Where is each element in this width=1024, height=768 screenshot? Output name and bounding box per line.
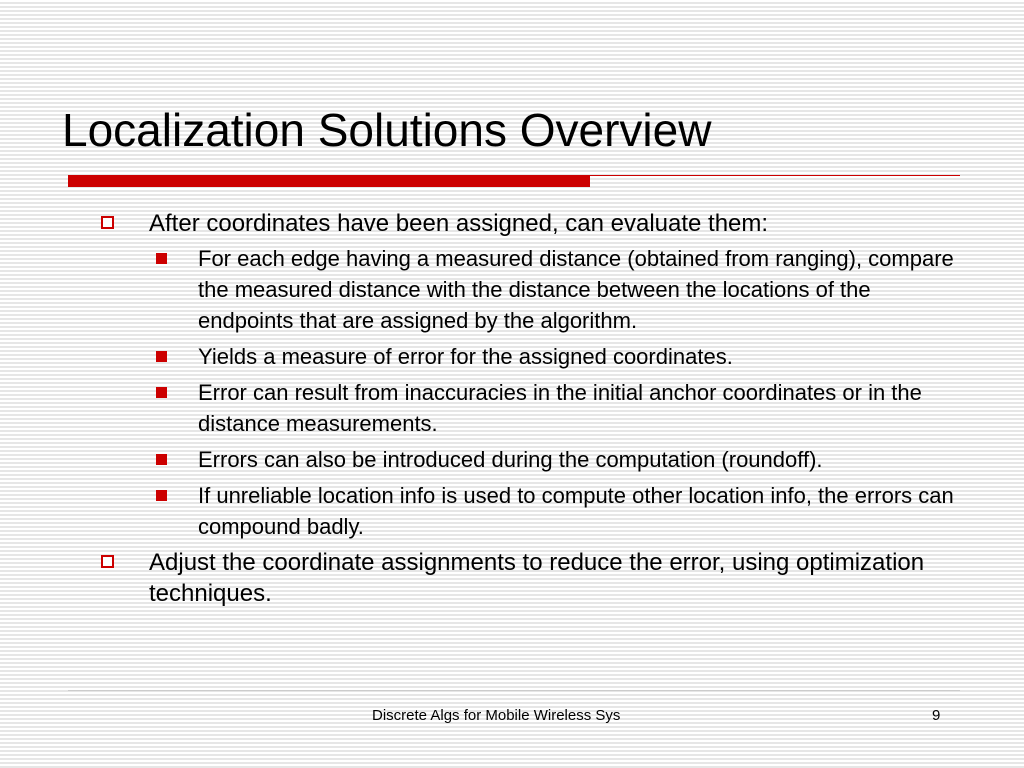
- filled-square-bullet-icon: [156, 490, 167, 501]
- slide-title: Localization Solutions Overview: [62, 104, 712, 156]
- sub-bullet-text: If unreliable location info is used to compute other location info, the errors can compound badly.: [198, 483, 954, 539]
- title-underline-bar: [68, 175, 590, 187]
- bullet-level2: [150, 243, 960, 336]
- sub-bullet-text: Errors can also be introduced during the computation (roundoff).: [198, 447, 823, 472]
- filled-square-bullet-icon: [156, 454, 167, 465]
- footer-text: Discrete Algs for Mobile Wireless Sys: [372, 707, 621, 724]
- page-number: 9: [932, 707, 941, 724]
- slide-body: [100, 208, 960, 613]
- sub-bullet-text: Error can result from inaccuracies in the initial anchor coordinates or in the distance measurements.: [198, 380, 922, 436]
- bullet-level2: [150, 480, 960, 542]
- bullet-level2: [150, 377, 960, 439]
- bullet-level2: [150, 341, 960, 372]
- sub-bullet-list: [150, 243, 960, 542]
- bullet-text: After coordinates have been assigned, can evaluate them:: [149, 210, 769, 237]
- bullet-level2: [150, 444, 960, 475]
- bullet-level1: [100, 547, 960, 609]
- bullet-text: Adjust the coordinate assignments to reduce the error, using optimization techniques.: [149, 549, 925, 607]
- filled-square-bullet-icon: [156, 387, 167, 398]
- filled-square-bullet-icon: [156, 253, 167, 264]
- bullet-level1: [100, 208, 960, 239]
- title-underline-rule: [590, 175, 960, 176]
- sub-bullet-text: Yields a measure of error for the assigned coordinates.: [198, 344, 733, 369]
- hollow-square-bullet-icon: [101, 216, 114, 229]
- sub-bullet-text: For each edge having a measured distance (obtained from ranging), compare the measured distance with the distance between the locations of the endpoints that are assigned by the algorithm.: [198, 246, 954, 333]
- footer-divider: [68, 690, 960, 691]
- hollow-square-bullet-icon: [101, 555, 114, 568]
- filled-square-bullet-icon: [156, 351, 167, 362]
